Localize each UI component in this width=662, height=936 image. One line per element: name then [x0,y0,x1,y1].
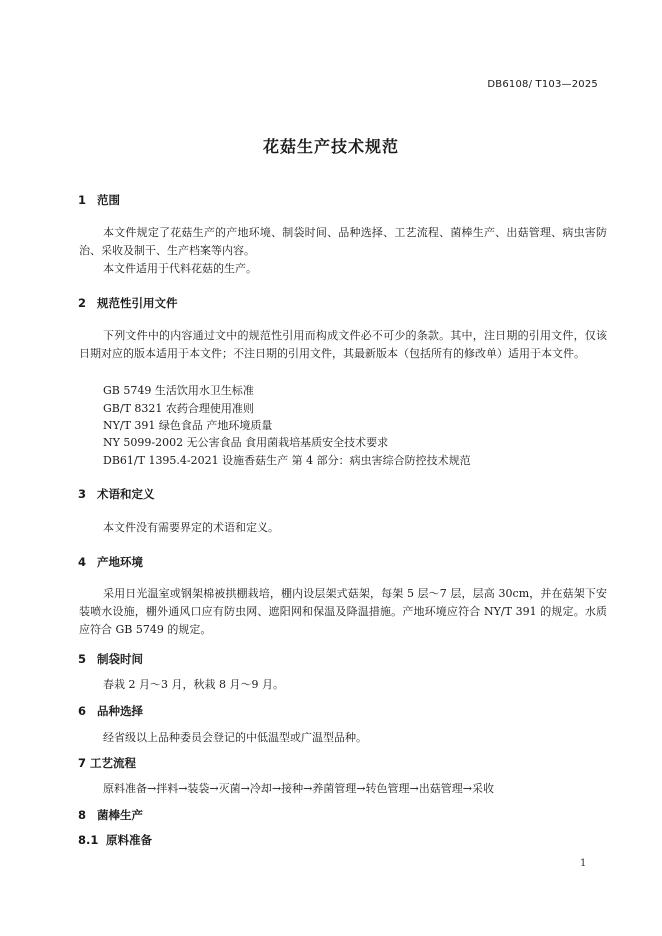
section-3-heading [78,486,155,502]
reference-item: GB 5749 生活饮用水卫生标准 [103,384,254,397]
section-1-paragraph-1: 本文件规定了花菇生产的产地环境、制袋时间、品种选择、工艺流程、菌棒生产、出菇管理、病虫害防治、采收及制干、生产档案等内容。 [79,226,607,257]
reference-item: NY 5099-2002 无公害食品 食用菌栽培基质安全技术要求 [103,436,389,449]
section-4-heading [78,554,143,570]
section-3-text: 本文件没有需要界定的术语和定义。 [103,521,279,534]
section-5-text: 春栽 2 月～3 月，秋栽 8 月～9 月。 [103,678,284,691]
page-number: 1 [580,858,587,869]
section-2-intro: 下列文件中的内容通过文中的规范性引用而构成文件必不可少的条款。其中，注日期的引用文件，仅该日期对应的版本适用于本文件；不注日期的引用文件，其最新版本（包括所有的修改单）适用于本文件。 [79,329,607,360]
section-title: 工艺流程 [90,756,136,770]
section-number: 2 [78,296,87,310]
section-title: 菌棒生产 [97,808,143,822]
reference-item: GB/T 8321 农药合理使用准则 [103,402,254,415]
section-5-heading [78,651,143,667]
section-title: 制袋时间 [97,652,143,666]
reference-item: DB61/T 1395.4-2021 设施香菇生产 第 4 部分：病虫害综合防控技术规范 [103,454,471,467]
section-6-heading [78,703,143,719]
section-7-heading [78,755,136,771]
section-number: 8.1 [78,833,99,847]
section-number: 6 [78,704,87,718]
section-title: 术语和定义 [97,487,155,501]
section-1-heading [78,192,120,208]
section-8-heading [78,807,143,823]
section-title: 品种选择 [97,704,143,718]
section-title: 规范性引用文件 [97,296,178,310]
section-number: 1 [78,193,87,207]
section-8-1-heading [78,832,152,848]
document-title: 花菇生产技术规范 [262,137,399,156]
section-6-text: 经省级以上品种委员会登记的中低温型或广温型品种。 [103,731,367,744]
section-title: 原料准备 [106,833,152,847]
section-2-heading [78,295,178,311]
section-4-text: 采用日光温室或钢架棉被拱棚栽培，棚内设层架式菇架，每架 5 层～7 层，层高 30cm，并在菇架下安装喷水设施，棚外通风口应有防虫网、遮阳网和保温及降温措施。产地环境应符合 NY/T 391 的规定。水质应符合 GB 5749 的规定。 [79,587,607,636]
standard-code: DB6108/ T103—2025 [487,79,598,90]
reference-item: NY/T 391 绿色食品 产地环境质量 [103,419,273,432]
section-number: 8 [78,808,87,822]
section-number: 5 [78,652,87,666]
section-title: 范围 [97,193,120,207]
section-number: 7 [78,756,87,770]
section-number: 3 [78,487,87,501]
section-7-text: 原料准备→拌料→装袋→灭菌→冷却→接种→养菌管理→转色管理→出菇管理→采收 [103,782,494,795]
section-title: 产地环境 [97,555,143,569]
section-number: 4 [78,555,87,569]
section-1-paragraph-2: 本文件适用于代料花菇的生产。 [103,262,257,275]
